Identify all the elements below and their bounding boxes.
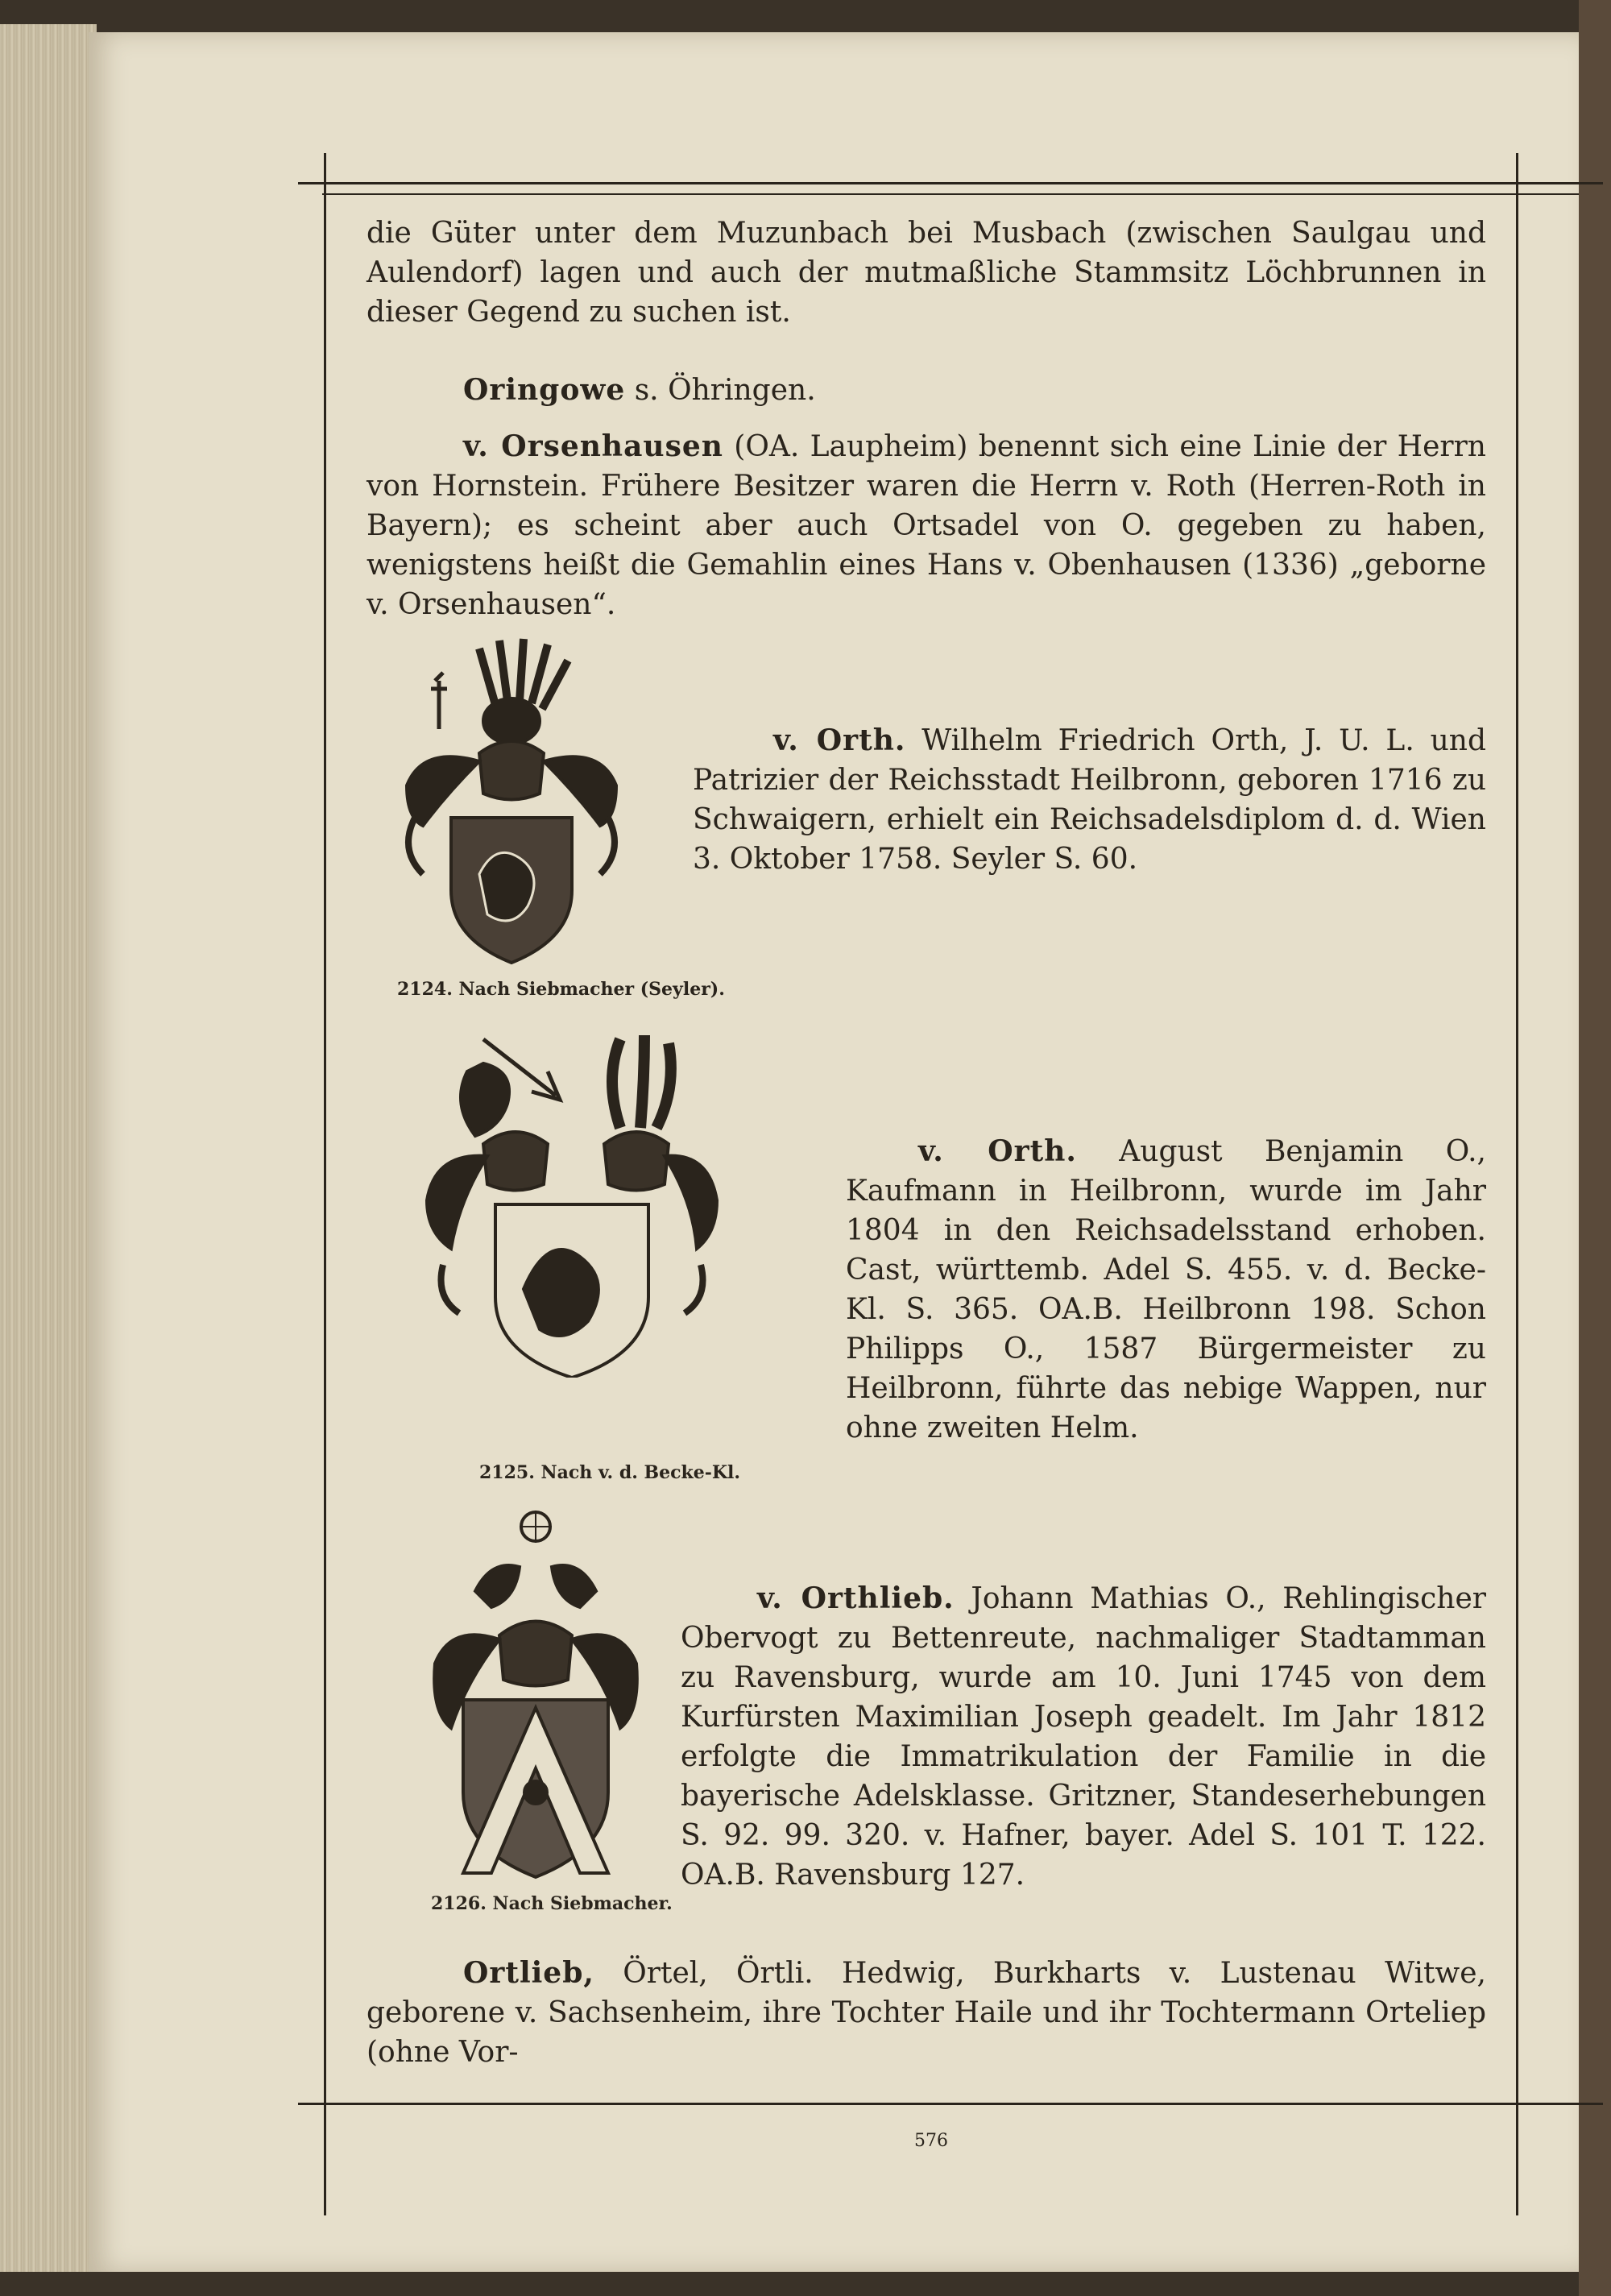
entry-orthlieb-lead: v. Orthlieb. (757, 1581, 955, 1615)
entry-orthlieb-text: Johann Mathias O., Rehlingischer Obervogt zu Bettenreute, nachmaliger Stadtamman zu Ravensburg, wurde am 10. Juni 1745 von dem Kurfürsten Maximilian Joseph geadelt. Im Jahr 1812 erfolgte die Immatrikulation der Familie in die bayerische Adelsklasse. Gritzner, Standeserhebungen S. 92. 99. 320. v. Hafner, bayer. Adel S. 101 T. 122. OA.B. Ravensburg 127. (681, 1582, 1486, 1892)
entry-ortlieb-text: Örtel, Örtli. Hedwig, Burkharts v. Lustenau Witwe, geborene v. Sachsenheim, ihre Tochter Haile und ihr Tochtermann Orteliep (ohne Vor- (367, 1957, 1486, 2069)
book-page (89, 32, 1579, 2272)
page-leaf-edges (0, 24, 97, 2272)
caption-2125: 2125. Nach v. d. Becke-Kl. (479, 1462, 741, 1483)
caption-2124: 2124. Nach Siebmacher (Seyler). (397, 979, 725, 1000)
entry-orth-2-lead: v. Orth. (918, 1134, 1077, 1168)
entry-orsenhausen (367, 427, 1486, 624)
frame-right-line (1516, 153, 1518, 2215)
entry-orsenhausen-lead: v. Orsenhausen (463, 429, 723, 463)
page-number: 576 (914, 2131, 948, 2151)
entry-oringowe (463, 371, 1486, 410)
entry-orth-2-text: August Benjamin O., Kaufmann in Heilbronn, wurde im Jahr 1804 in den Reichsadelsstand erhoben. Cast, württemb. Adel S. 455. v. d. Becke-Kl. S. 365. OA.B. Heilbronn 198. Schon Philipps O., 1587 Bürgermeister zu Heilbronn, führte das nebige Wappen, nur ohne zweiten Helm. (846, 1135, 1486, 1444)
top-paragraph: die Güter unter dem Muzunbach bei Musbach (zwischen Saulgau und Aulendorf) lagen und auch der mutmaßliche Stammsitz Löchbrunnen in dieser Gegend zu suchen ist. (367, 217, 1486, 329)
entry-orth-1-lead: v. Orth. (773, 723, 906, 757)
entry-orthlieb (681, 1579, 1486, 1895)
entry-orth-1 (693, 721, 1486, 879)
entry-oringowe-text: s. Öhringen. (625, 374, 816, 407)
book-cover-edge (1579, 0, 1611, 2296)
entry-orth-2 (846, 1132, 1486, 1448)
frame-top-line (298, 182, 1603, 184)
frame-left-line (324, 153, 326, 2215)
entry-orsenhausen-text: (OA. Laupheim) benennt sich eine Linie der Herrn von Hornstein. Frühere Besitzer waren die Herrn v. Roth (Herren-Roth in Bayern); es scheint aber auch Ortsadel von O. gegeben zu haben, wenigstens heißt die Gemahlin eines Hans v. Obenhausen (1336) „geborne v. Orsenhausen“. (367, 430, 1486, 621)
frame-inner-top-line (322, 193, 1579, 195)
entry-ortlieb (367, 1954, 1486, 2072)
coat-of-arms-2125 (419, 1023, 725, 1378)
entry-orth-1-text: Wilhelm Friedrich Orth, J. U. L. und Patrizier der Reichsstadt Heilbronn, geboren 1716 zu Schwaigern, erhielt ein Reichsadelsdiplom d. d. Wien 3. Oktober 1758. Seyler S. 60. (693, 724, 1487, 876)
coat-of-arms-2126 (419, 1494, 652, 1881)
frame-bottom-line (298, 2103, 1603, 2105)
coat-of-arms-2124 (391, 632, 632, 971)
caption-2126: 2126. Nach Siebmacher. (431, 1893, 673, 1914)
entry-oringowe-lead: Oringowe (463, 373, 626, 407)
entry-ortlieb-lead: Ortlieb, (463, 1956, 594, 1990)
